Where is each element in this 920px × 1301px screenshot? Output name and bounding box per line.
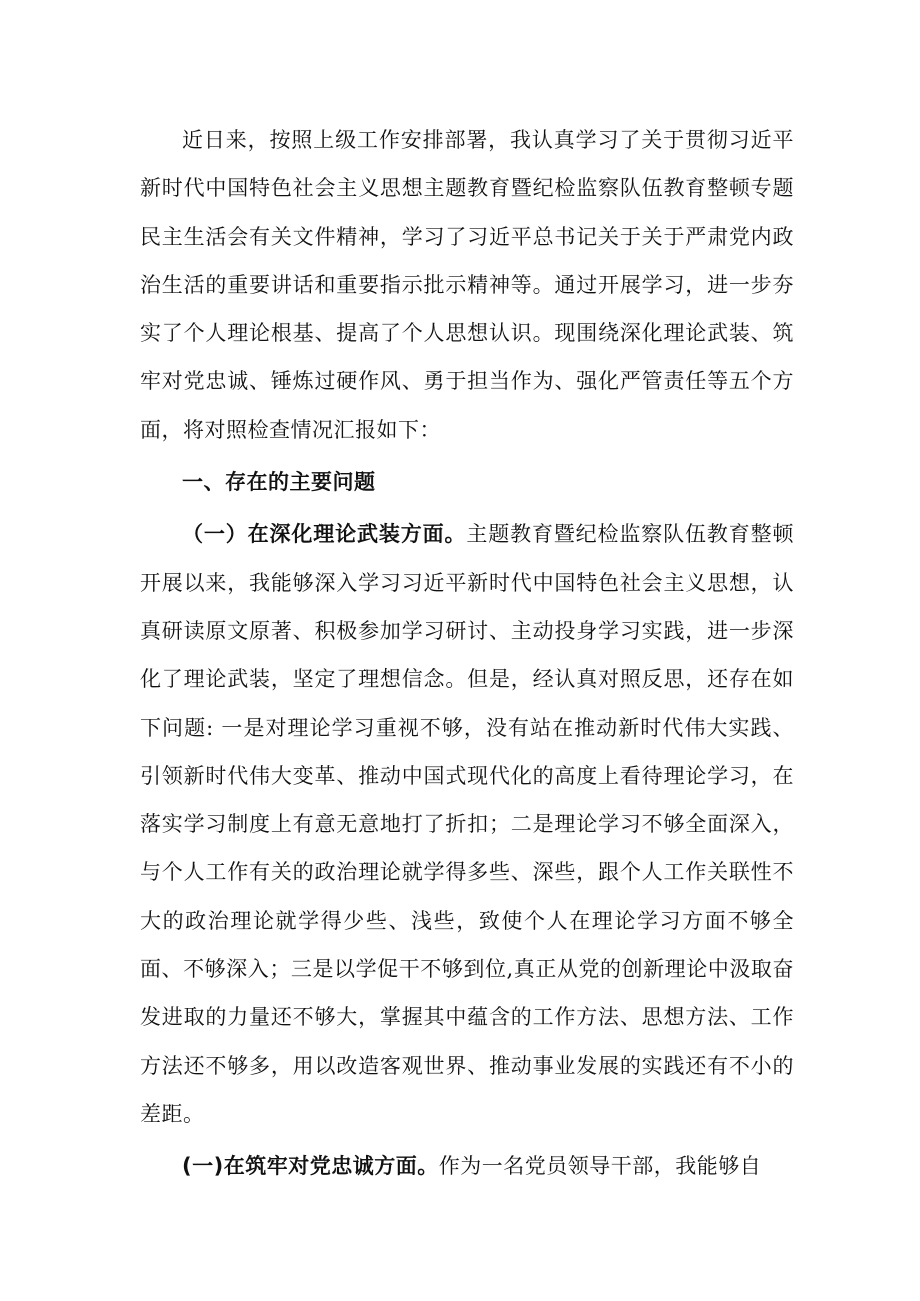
item-theory-title: （一）在深化理论武装方面。 xyxy=(182,522,467,547)
document-page xyxy=(140,116,794,1191)
item-loyalty-body: 作为一名党员领导干部，我能够自 xyxy=(438,1154,762,1179)
item-loyalty-title: (一)在筑牢对党忠诚方面。 xyxy=(182,1154,439,1179)
intro-paragraph: 近日来，按照上级工作安排部署，我认真学习了关于贯彻习近平新时代中国特色社会主义思想主题教育暨纪检监察队伍教育整顿专题民主生活会有关文件精神，学习了习近平总书记关于关于严肃党内政治生活的重要讲话和重要指示批示精神等。通过开展学习，进一步夯实了个人理论根基、提高了个人思想认识。现围绕深化理论武装、筑牢对党忠诚、锤炼过硬作风、勇于担当作为、强化严管责任等五个方面，将对照检查情况汇报如下： xyxy=(140,128,794,442)
item-theory-paragraph xyxy=(140,510,794,1138)
item-theory-body: 主题教育暨纪检监察队伍教育整顿开展以来，我能够深入学习习近平新时代中国特色社会主义思想，认真研读原文原著、积极参加学习研讨、主动投身学习实践，进一步深化了理论武装，坚定了理想信念。但是，经认真对照反思，还存在如下问题: 一是对理论学习重视不够，没有站在推动新时代伟大实践、引领新时代伟大变革、推动中国式现代化的高度上看待理论学习，在落实学习制度上有意无意地打了折扣；二是理论学习不够全面深入，与个人工作有关的政治理论就学得多些、深些，跟个人工作关联性不大的政治理论就学得少些、浅些，致使个人在理论学习方面不够全面、不够深入；三是以学促干不够到位,真正从党的创新理论中汲取奋发进取的力量还不够大，掌握其中蕴含的工作方法、思想方法、工作方法还不够多，用以改造客观世界、推动事业发展的实践还有不小的差距。 xyxy=(140,522,795,1126)
item-loyalty-paragraph xyxy=(140,1142,794,1190)
section-heading-main-problems: 一、存在的主要问题 xyxy=(182,470,376,495)
